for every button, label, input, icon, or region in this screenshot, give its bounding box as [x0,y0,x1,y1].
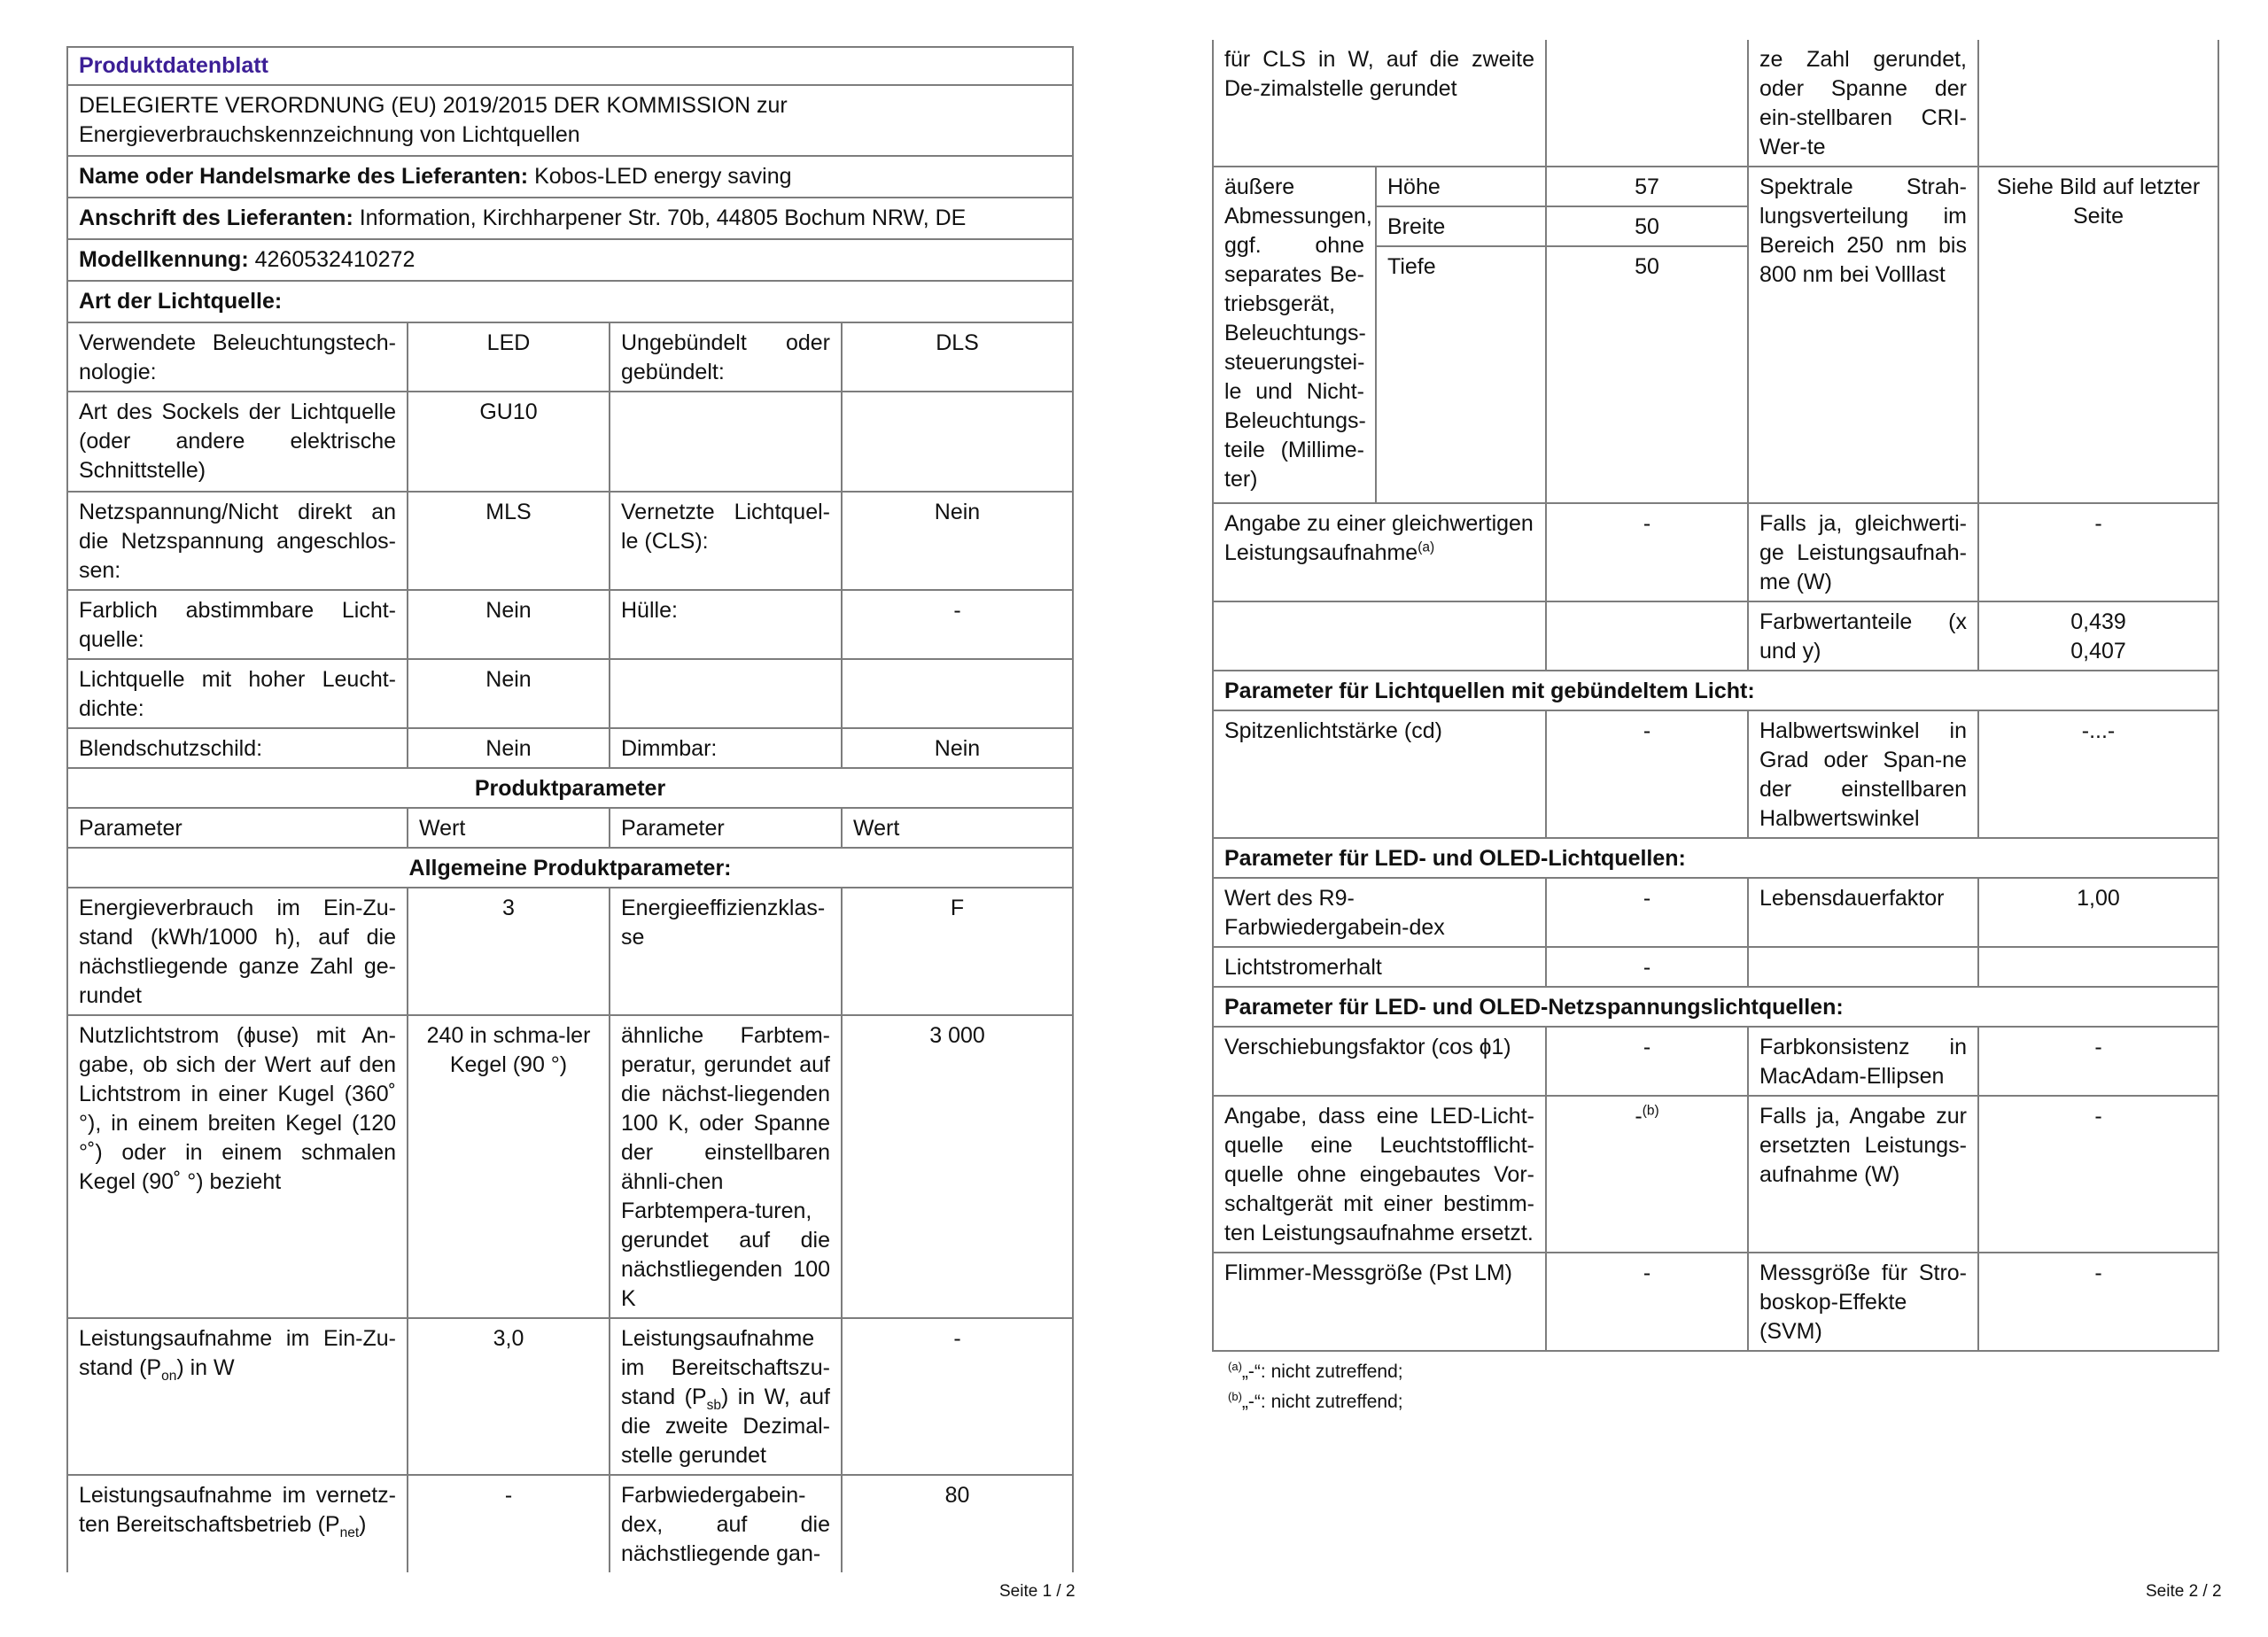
cell-value: DLS [842,322,1073,392]
cell-empty [1978,947,2218,987]
cell-label: Nutzlichtstrom (ɸuse) mit An-gabe, ob sich der Wert auf den Lichtstrom in einer Kugel (360˚ °), in einem breiten Kegel (120 °˚) oder in einem schmalen Kegel (90˚ °) bezieht [67,1015,408,1318]
cell-label: ähnliche Farbtem-peratur, gerundet auf die nächst-liegenden 100 K, oder Spanne der einstellbaren ähnli-chen Farbtempera-turen, gerundet auf die nächstliegenden 100 K [610,1015,842,1318]
cell-label [610,659,842,728]
column-header: Wert [408,808,610,848]
table-row [1213,710,2218,838]
power-net-value: - [408,1475,610,1572]
cell-label: Farblich abstimmbare Licht-quelle: [67,590,408,659]
datasheet-table-page-1 [66,46,1074,1572]
replacement-dash: - [1635,1104,1643,1129]
model-row [67,239,1073,281]
survival-value: 1,00 [1978,878,2218,947]
led-heading: Parameter für LED- und OLED-Lichtquellen: [1213,838,2218,878]
table-row [1213,1253,2218,1351]
peak-value: - [1546,710,1748,838]
supplier-address-value: Information, Kirchharpener Str. 70b, 44805 Bochum NRW, DE [359,206,967,230]
footnote-b-text: „-“: nicht zutreffend; [1241,1392,1403,1412]
column-header: Parameter [610,808,842,848]
equiv-label [1213,503,1546,601]
table-row [1213,40,2218,167]
cell-value: Nein [408,659,610,728]
footnote-ref-a: (a) [1418,539,1435,555]
footnote-a [1228,1359,2218,1385]
footnote-b-mark: (b) [1228,1390,1242,1403]
power-on-unit: ) in W [176,1355,235,1380]
table-row [1213,503,2218,601]
survival-label: Lebensdauerfaktor [1748,878,1978,947]
cell-value [1546,40,1748,167]
cell-label: Lichtquelle mit hoher Leucht-dichte: [67,659,408,728]
model-label: Modellkennung: [79,247,249,272]
power-sb-value: - [842,1318,1073,1475]
replacement-yes-value: - [1978,1096,2218,1253]
table-row [67,888,1073,1015]
regulation-text: DELEGIERTE VERORDNUNG (EU) 2019/2015 DER KOMMISSION zur Energieverbrauchskennzeichnung von Lichtquellen [67,85,1073,156]
cell-label: Netzspannung/Nicht direkt an die Netzspannung angeschlos-sen: [67,492,408,590]
table-row [1213,878,2218,947]
cell-value: - [842,590,1073,659]
table-row [67,728,1073,768]
cell-value: GU10 [408,392,610,492]
cell-label: Ungebündelt oder gebündelt: [610,322,842,392]
model-value: 4260532410272 [254,247,416,272]
footnote-a-mark: (a) [1228,1360,1242,1373]
lumen-maintenance-value: - [1546,947,1748,987]
light-source-type-heading: Art der Lichtquelle: [67,281,1073,322]
svm-value: - [1978,1253,2218,1351]
power-on-subscript: on [161,1369,177,1384]
cell-value: 3 000 [842,1015,1073,1318]
table-row [1213,947,2218,987]
table-row [1213,1027,2218,1096]
replacement-value [1546,1096,1748,1253]
table-row [67,1015,1073,1318]
power-on-text: Leistungsaufnahme im Ein-Zu-stand (P [79,1326,396,1380]
footnote-a-text: „-“: nicht zutreffend; [1241,1362,1403,1382]
chroma-values [1978,601,2218,671]
column-header-row [67,808,1073,848]
supplier-name-label: Name oder Handelsmarke des Lieferanten: [79,164,529,189]
page-number-2: Seite 2 / 2 [2146,1582,2222,1601]
cri-value: 80 [842,1475,1073,1572]
displacement-value: - [1546,1027,1748,1096]
datasheet-table-page-2 [1212,40,2219,1352]
beam-value: -...- [1978,710,2218,838]
spectral-label: Spektrale Strah-lungsverteilung im Bereich 250 nm bis 800 nm bei Volllast [1748,167,1978,503]
chroma-x: 0,439 [2070,609,2126,634]
cell-label: für CLS in W, auf die zweite De-zimalstelle gerundet [1213,40,1546,167]
equiv-yes-label: Falls ja, gleichwerti-ge Leistungsaufnah-me (W) [1748,503,1978,601]
power-net-unit: ) [359,1512,367,1537]
replacement-yes-label: Falls ja, Angabe zur ersetzten Leistungs-aufnahme (W) [1748,1096,1978,1253]
dimension-name: Tiefe [1376,246,1546,503]
chroma-label: Farbwertanteile (x und y) [1748,601,1978,671]
mains-heading: Parameter für LED- und OLED-Netzspannungslichtquellen: [1213,987,2218,1027]
r9-label: Wert des R9-Farbwiedergabein-dex [1213,878,1546,947]
supplier-address-row [67,198,1073,239]
dimension-name: Breite [1376,206,1546,246]
cell-label: Vernetzte Lichtquel-le (CLS): [610,492,842,590]
footnote-ref-b: (b) [1642,1103,1659,1119]
replacement-label: Angabe, dass eine LED-Licht-quelle eine Leuchtstofflicht-quelle ohne eingebautes Vor-schaltgerät mit einer bestimm-ten Leistungsaufnahme ersetzt. [1213,1096,1546,1253]
r9-value: - [1546,878,1748,947]
table-row [67,392,1073,492]
svm-label: Messgröße für Stro-boskop-Effekte (SVM) [1748,1253,1978,1351]
dimension-name: Höhe [1376,167,1546,206]
cell-value: F [842,888,1073,1015]
cell-value: Nein [408,590,610,659]
cell-value [1978,40,2218,167]
peak-label: Spitzenlichtstärke (cd) [1213,710,1546,838]
chroma-y: 0,407 [2070,639,2126,663]
lumen-maintenance-label: Lichtstromerhalt [1213,947,1546,987]
power-on-label [67,1318,408,1475]
cell-empty [1748,947,1978,987]
dimensions-label: äußere Abmessungen, ggf. ohne separates Be-triebsgerät, Beleuchtungs-steuerungstei-le und Nicht-Beleuchtungs-teile (Millime-ter) [1213,167,1376,503]
color-consistency-value: - [1978,1027,2218,1096]
flicker-value: - [1546,1253,1748,1351]
power-net-label [67,1475,408,1572]
table-row [1213,1096,2218,1253]
power-sb-unit: ) in W, auf die zweite Dezimal-stelle gerundet [621,1385,830,1468]
page-title: Produktdatenblatt [67,47,1073,85]
cell-label: Dimmbar: [610,728,842,768]
power-on-value: 3,0 [408,1318,610,1475]
footnote-b [1228,1389,2218,1416]
table-row [67,492,1073,590]
cell-empty [1546,601,1748,671]
power-sb-text: Leistungsaufnahme im Bereitschaftszu-stand (P [621,1326,830,1409]
cell-value: Nein [842,492,1073,590]
table-row [67,590,1073,659]
supplier-name-value: Kobos-LED energy saving [534,164,792,189]
power-sb-subscript: sb [706,1398,721,1413]
beam-label: Halbwertswinkel in Grad oder Span-ne der einstellbaren Halbwertswinkel [1748,710,1978,838]
cell-value [842,392,1073,492]
column-header: Wert [842,808,1073,848]
cell-value: LED [408,322,610,392]
power-net-text: Leistungsaufnahme im vernetz-ten Bereitschaftsbetrieb (P [79,1483,396,1537]
cell-label: ze Zahl gerundet, oder Spanne der ein-stellbaren CRI-Wer-te [1748,40,1978,167]
cell-label: Blendschutzschild: [67,728,408,768]
column-header: Parameter [67,808,408,848]
supplier-address-label: Anschrift des Lieferanten: [79,206,353,230]
cell-value: Nein [408,728,610,768]
cell-value: 3 [408,888,610,1015]
table-row [67,1318,1073,1475]
table-row [67,659,1073,728]
page-1 [66,46,1072,1572]
spectral-value: Siehe Bild auf letzter Seite [1978,167,2218,503]
cri-label: Farbwiedergabein-dex, auf die nächstliegende gan- [610,1475,842,1572]
dimension-value: 57 [1546,167,1748,206]
cell-label [610,392,842,492]
supplier-name-row [67,156,1073,198]
equiv-yes-value: - [1978,503,2218,601]
power-net-subscript: net [339,1525,360,1540]
table-row [1213,601,2218,671]
cell-label: Energieverbrauch im Ein-Zu-stand (kWh/1000 h), auf die nächstliegende ganze Zahl ge-rundet [67,888,408,1015]
cell-value: 240 in schma-ler Kegel (90 °) [408,1015,610,1318]
product-params-heading: Produktparameter [67,768,1073,808]
equiv-value: - [1546,503,1748,601]
cell-label: Verwendete Beleuchtungstech-nologie: [67,322,408,392]
color-consistency-label: Farbkonsistenz in MacAdam-Ellipsen [1748,1027,1978,1096]
cell-label: Hülle: [610,590,842,659]
page-2 [1212,40,2218,1416]
cell-value: MLS [408,492,610,590]
cell-empty [1213,601,1546,671]
table-row [67,1475,1073,1572]
cell-label: Energieeffizienzklas-se [610,888,842,1015]
general-params-heading: Allgemeine Produktparameter: [67,848,1073,888]
cell-value [842,659,1073,728]
directional-heading: Parameter für Lichtquellen mit gebündeltem Licht: [1213,671,2218,710]
table-row [1213,167,2218,206]
displacement-label: Verschiebungsfaktor (cos ɸ1) [1213,1027,1546,1096]
power-sb-label [610,1318,842,1475]
cell-value: Nein [842,728,1073,768]
cell-label: Art des Sockels der Lichtquelle (oder andere elektrische Schnittstelle) [67,392,408,492]
dimension-value: 50 [1546,246,1748,503]
dimension-value: 50 [1546,206,1748,246]
flicker-label: Flimmer-Messgröße (Pst LM) [1213,1253,1546,1351]
table-row [67,322,1073,392]
page-number-1: Seite 1 / 2 [999,1582,1076,1601]
equiv-text: Angabe zu einer gleichwertigen Leistungsaufnahme [1224,511,1534,565]
